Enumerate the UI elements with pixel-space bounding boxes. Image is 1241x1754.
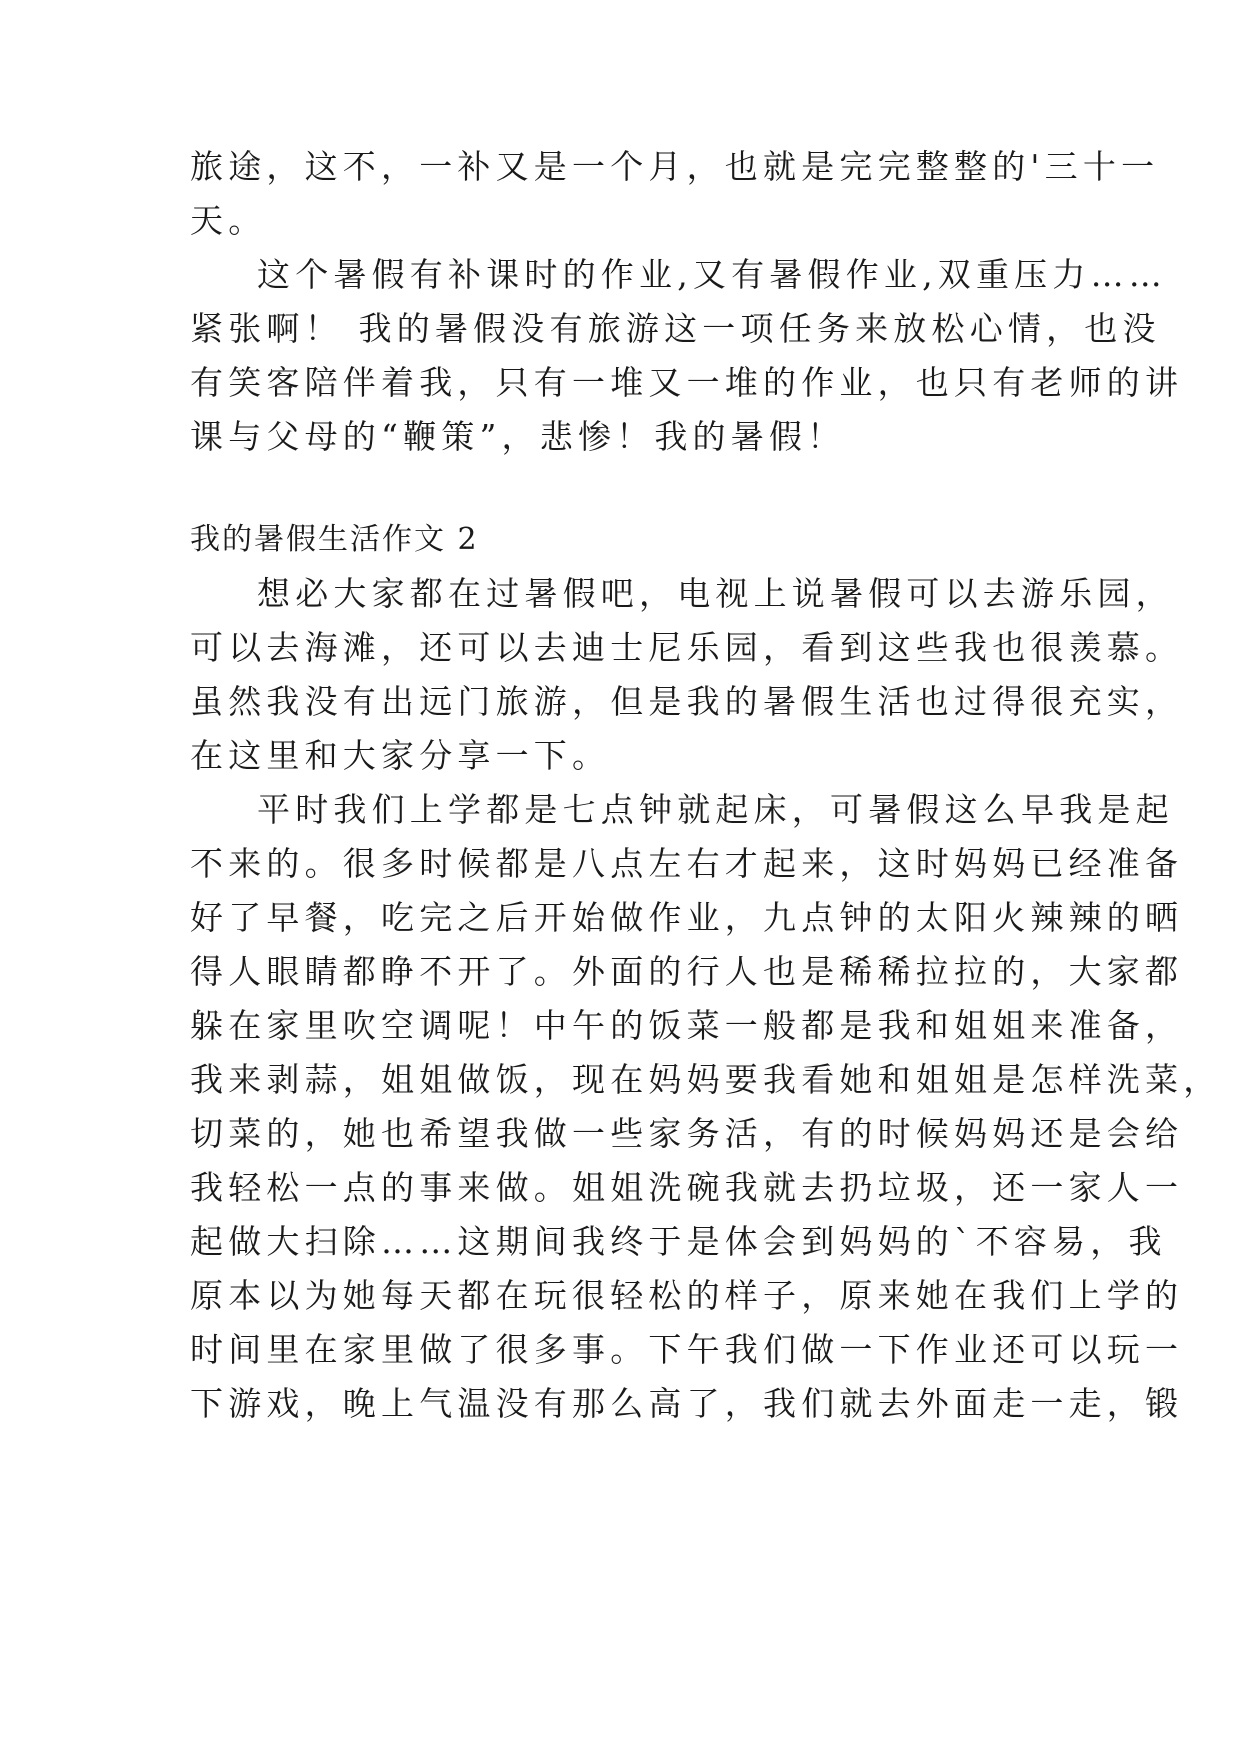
paragraph-line: 不来的。很多时候都是八点左右才起来，这时妈妈已经准备 <box>190 844 1184 883</box>
paragraph-line: 好了早餐，吃完之后开始做作业，九点钟的太阳火辣辣的晒 <box>190 898 1184 937</box>
paragraph-line: 起做大扫除……这期间我终于是体会到妈妈的`不容易，我 <box>190 1222 1167 1261</box>
paragraph-line: 躲在家里吹空调呢！中午的饭菜一般都是我和姐姐来准备， <box>190 1006 1184 1045</box>
paragraph-line: 课与父母的“鞭策”，悲惨！我的暑假！ <box>190 417 846 456</box>
paragraph-line: 有笑客陪伴着我，只有一堆又一堆的作业，也只有老师的讲 <box>190 363 1184 402</box>
paragraph-line: 下游戏，晚上气温没有那么高了，我们就去外面走一走，锻 <box>190 1384 1184 1423</box>
paragraph-line: 原本以为她每天都在玩很轻松的样子，原来她在我们上学的 <box>190 1276 1184 1315</box>
paragraph-line: 我轻松一点的事来做。姐姐洗碗我就去扔垃圾，还一家人一 <box>190 1168 1184 1207</box>
paragraph-line: 时间里在家里做了很多事。下午我们做一下作业还可以玩一 <box>190 1330 1184 1369</box>
paragraph-line: 得人眼睛都睁不开了。外面的行人也是稀稀拉拉的，大家都 <box>190 952 1184 991</box>
paragraph-line: 虽然我没有出远门旅游，但是我的暑假生活也过得很充实， <box>190 682 1184 721</box>
section-title: 我的暑假生活作文 2 <box>190 522 479 557</box>
paragraph-line: 切菜的，她也希望我做一些家务活，有的时候妈妈还是会给 <box>190 1114 1184 1153</box>
paragraph-line: 可以去海滩，还可以去迪士尼乐园，看到这些我也很羡慕。 <box>190 628 1184 667</box>
paragraph-line: 天。 <box>190 201 267 240</box>
paragraph-line: 这个暑假有补课时的作业,又有暑假作业,双重压力…… <box>257 255 1167 294</box>
paragraph-line: 我来剥蒜，姐姐做饭，现在妈妈要我看她和姐姐是怎样洗菜， <box>190 1060 1222 1099</box>
paragraph-line: 在这里和大家分享一下。 <box>190 736 611 775</box>
paragraph-line: 旅途，这不，一补又是一个月，也就是完完整整的'三十一 <box>190 147 1160 186</box>
paragraph-line: 平时我们上学都是七点钟就起床，可暑假这么早我是起 <box>257 790 1174 829</box>
paragraph-line: 想必大家都在过暑假吧，电视上说暑假可以去游乐园， <box>257 574 1174 613</box>
paragraph-line: 紧张啊！ 我的暑假没有旅游这一项任务来放松心情，也没 <box>190 309 1161 348</box>
